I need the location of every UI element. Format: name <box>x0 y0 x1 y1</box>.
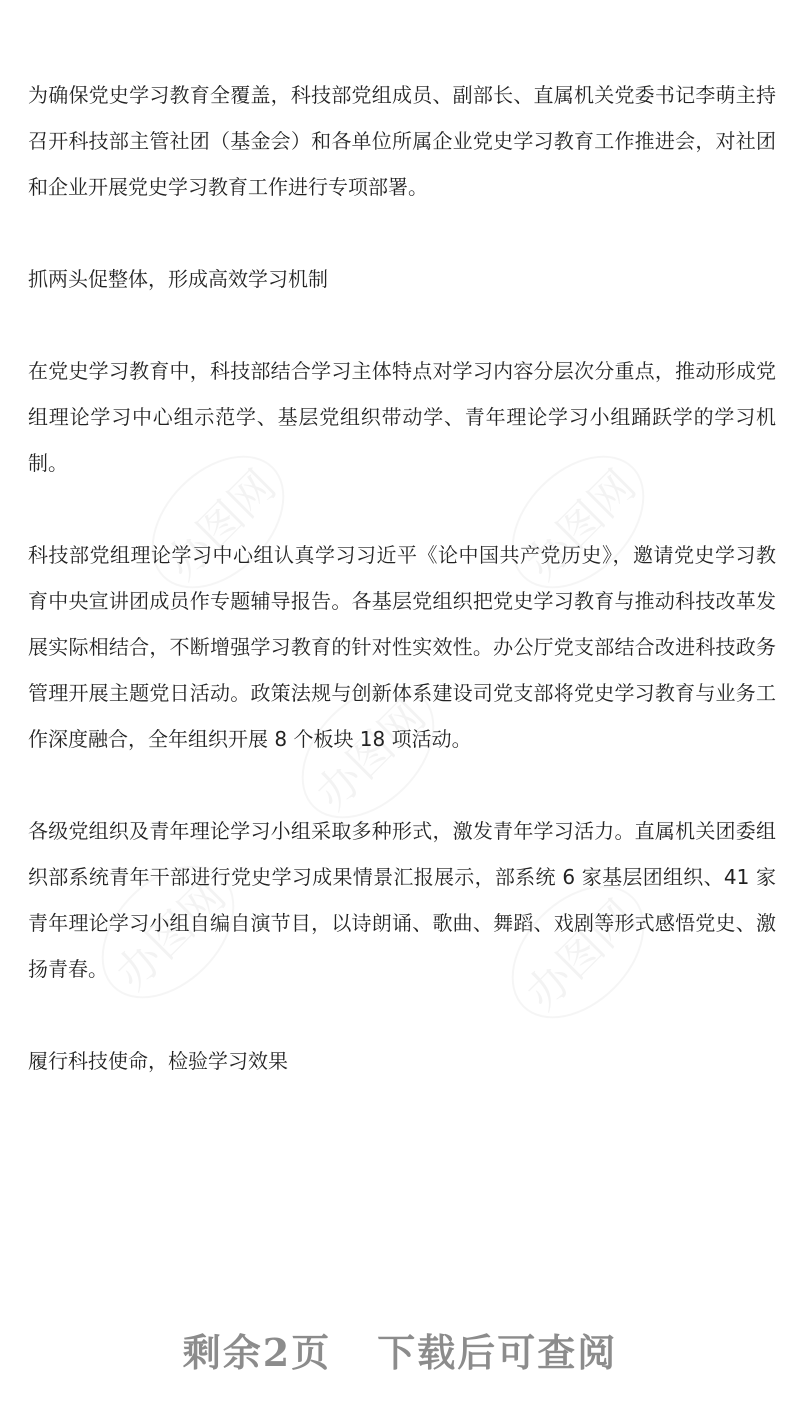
watermark-text: 办图网 <box>106 870 236 1000</box>
download-banner[interactable] <box>0 1322 800 1377</box>
paragraph-study-group: 科技部党组理论学习中心组认真学习习近平《论中国共产党历史》，邀请党史学习教育中央宣讲团成员作专题辅导报告。各基层党组织把党史学习教育与推动科技改革发展实际相结合，不断增强学习教育的针对性实效性。办公厅党支部结合改进科技政务管理开展主题党日活动。政策法规与创新体系建设司党支部将党史学习教育与业务工作深度融合，全年组织开展 8 个板块 18 项活动。 <box>28 543 776 751</box>
download-hint-label: 下载后可查阅 <box>377 1330 618 1375</box>
paragraph-intro: 为确保党史学习教育全覆盖，科技部党组成员、副部长、直属机关党委书记李萌主持召开科技部主管社团（基金会）和各单位所属企业党史学习教育工作推进会，对社团和企业开展党史学习教育工作进行专项部署。 <box>28 83 776 199</box>
watermark-text: 办图网 <box>306 690 436 820</box>
watermark-text: 办图网 <box>516 890 646 1020</box>
section-heading-mechanism: 抓两头促整体，形成高效学习机制 <box>28 267 328 291</box>
paragraph-youth-groups: 各级党组织及青年理论学习小组采取多种形式，激发青年学习活力。直属机关团委组织部系统青年干部进行党史学习成果情景汇报展示，部系统 6 家基层团组织、41 家青年理论学习小组自编自演节目，以诗朗诵、歌曲、舞蹈、戏剧等形式感悟党史、激扬青春。 <box>28 819 776 981</box>
watermark-text: 办图网 <box>516 460 646 590</box>
article-body <box>28 72 776 1130</box>
watermark-text: 办图网 <box>156 460 286 590</box>
section-heading-mission: 履行科技使命，检验学习效果 <box>28 1049 288 1073</box>
paragraph-learning-mechanism: 在党史学习教育中，科技部结合学习主体特点对学习内容分层次分重点，推动形成党组理论学习中心组示范学、基层党组织带动学、青年理论学习小组踊跃学的学习机制。 <box>28 359 776 475</box>
remaining-pages-label: 剩余2页 <box>182 1330 332 1375</box>
